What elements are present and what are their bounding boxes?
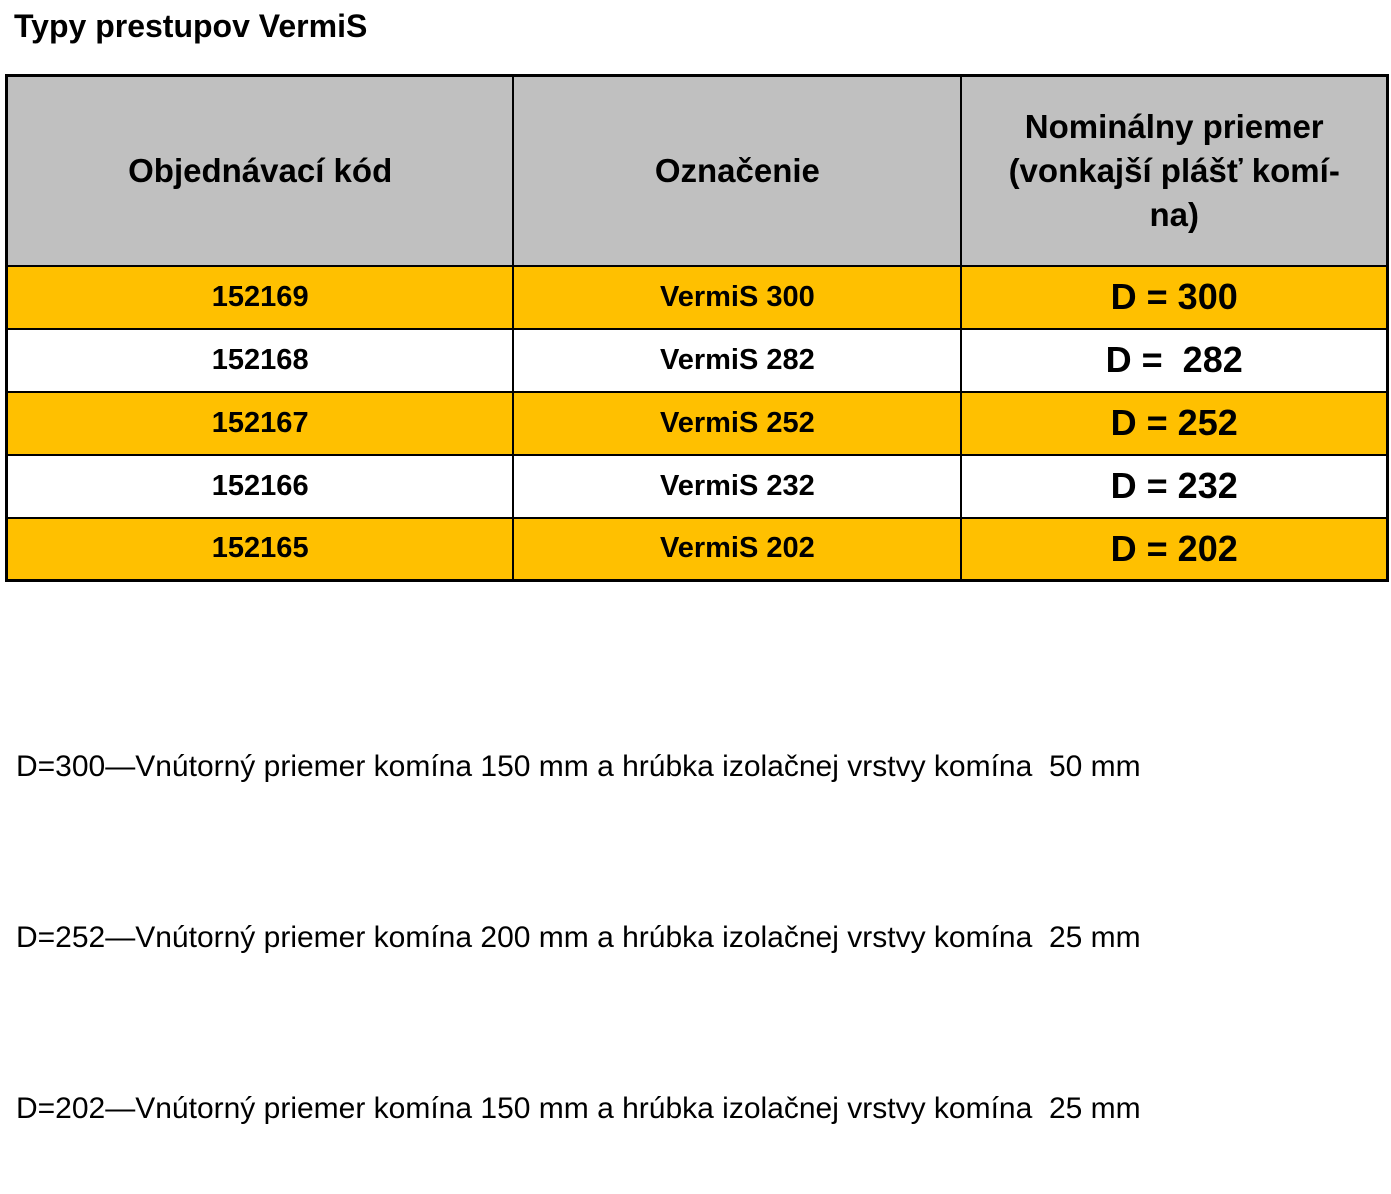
note-line: D=300—Vnútorný priemer komína 150 mm a hrúbka izolačnej vrstvy komína 50 mm (16, 750, 1141, 783)
designation-cell: VermiS 252 (513, 392, 961, 455)
page-title: Typy prestupov VermiS (14, 8, 368, 44)
order-code-cell: 152165 (7, 518, 514, 581)
designation-cell: VermiS 232 (513, 455, 961, 518)
order-code-cell: 152168 (7, 329, 514, 392)
order-code-cell: 152166 (7, 455, 514, 518)
note-line: D=252—Vnútorný priemer komína 200 mm a hrúbka izolačnej vrstvy komína 25 mm (16, 921, 1141, 954)
vermis-types-table (5, 74, 1389, 582)
header-designation: Označenie (513, 76, 961, 266)
table-row (7, 266, 1388, 329)
designation-cell: VermiS 202 (513, 518, 961, 581)
diameter-cell: D = 252 (961, 392, 1387, 455)
diameter-cell: D = 300 (961, 266, 1387, 329)
diameter-cell: D = 232 (961, 455, 1387, 518)
designation-cell: VermiS 300 (513, 266, 961, 329)
order-code-cell: 152167 (7, 392, 514, 455)
table-header-row (7, 76, 1388, 266)
diameter-cell: D = 282 (961, 329, 1387, 392)
table-row (7, 329, 1388, 392)
table-row (7, 518, 1388, 581)
table-row (7, 455, 1388, 518)
table-row (7, 392, 1388, 455)
note-line: D=202—Vnútorný priemer komína 150 mm a hrúbka izolačnej vrstvy komína 25 mm (16, 1092, 1141, 1125)
order-code-cell: 152169 (7, 266, 514, 329)
notes-section (16, 624, 1391, 1194)
header-nominal-diameter: Nominálny priemer (vonkajší plášť komí- na) (961, 76, 1387, 266)
designation-cell: VermiS 282 (513, 329, 961, 392)
diameter-cell: D = 202 (961, 518, 1387, 581)
header-order-code: Objednávací kód (7, 76, 514, 266)
